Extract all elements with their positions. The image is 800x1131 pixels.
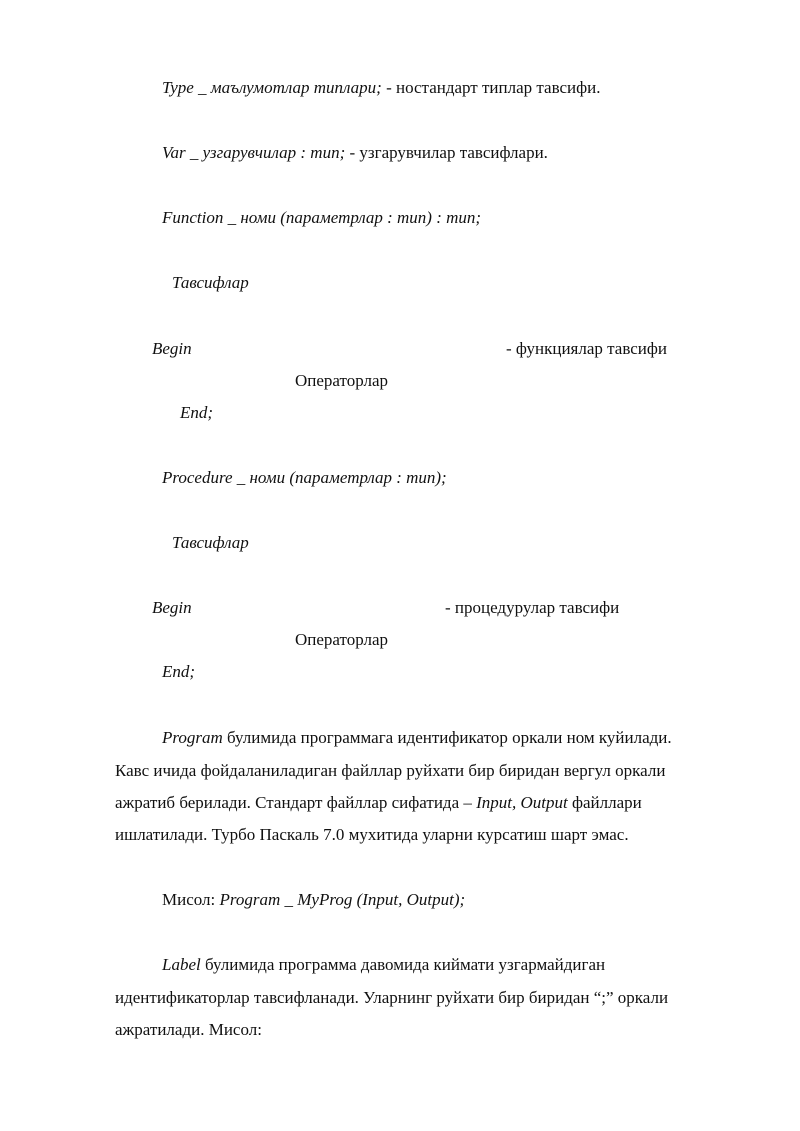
input-output-files: Input, Output <box>476 793 568 812</box>
paragraph1-line1 <box>162 727 672 749</box>
paragraph1-line4-text: ишлатилади. Турбо Паскаль 7.0 мухитида уларни курсатиш шарт эмас. <box>115 825 629 844</box>
paragraph1-line2-text: Кавс ичида фойдаланиладиган файллар руйхати бир биридан вергул оркали <box>115 761 666 780</box>
paragraph2-line1-text: булимида программа давомида киймати узгармайдиган <box>200 955 606 974</box>
procedure-tavsiflar-line <box>172 532 249 554</box>
type-declaration-line <box>162 77 601 99</box>
function-begin-line <box>152 338 192 360</box>
function-tavsiflar: Тавсифлар <box>172 273 249 292</box>
procedure-header: Procedure _ номи (параметрлар : тип); <box>162 468 447 487</box>
function-begin: Begin <box>152 339 192 358</box>
program-keyword: Program <box>162 728 223 747</box>
procedure-tavsiflar: Тавсифлар <box>172 533 249 552</box>
function-description: - функциялар тавсифи <box>506 339 668 358</box>
function-tavsiflar-line <box>172 272 249 294</box>
function-end-line <box>180 402 213 424</box>
example1-code: Program _ MyProg (Input, Output); <box>219 890 466 909</box>
paragraph2-line3-text: ажратилади. Мисол: <box>115 1020 262 1039</box>
function-description-line <box>506 338 667 360</box>
type-description: - ностандарт типлар тавсифи. <box>381 78 601 97</box>
procedure-begin: Begin <box>152 598 192 617</box>
function-operators-line <box>295 370 388 392</box>
function-end: End; <box>180 403 214 422</box>
procedure-operators: Операторлар <box>295 630 389 649</box>
paragraph1-line3 <box>115 792 642 814</box>
procedure-header-line <box>162 467 447 489</box>
paragraph2-line2 <box>115 987 668 1009</box>
paragraph1-line2 <box>115 760 665 782</box>
paragraph1-line3-start: ажратиб берилади. Стандарт файллар сифатида – <box>115 793 477 812</box>
paragraph2-line1 <box>162 954 605 976</box>
paragraph1-line4 <box>115 824 629 846</box>
function-header-line <box>162 207 481 229</box>
paragraph2-line3 <box>115 1019 262 1041</box>
paragraph1-line1-text: булимида программага идентификатор оркали ном куйилади. <box>222 728 672 747</box>
var-code: Var _ узгарувчилар : тип; <box>162 143 346 162</box>
var-declaration-line <box>162 142 548 164</box>
procedure-begin-line <box>152 597 192 619</box>
procedure-end: End; <box>162 662 196 681</box>
type-code: Type _ маълумотлар типлари; <box>162 78 382 97</box>
function-header: Function _ номи (параметрлар : тип) : тип; <box>162 208 482 227</box>
example1-label: Мисол: <box>162 890 220 909</box>
function-operators: Операторлар <box>295 371 389 390</box>
paragraph2-line2-text: идентификаторлар тавсифланади. Уларнинг руйхати бир биридан “;” оркали <box>115 988 669 1007</box>
example1-line <box>162 889 465 911</box>
label-keyword: Label <box>162 955 201 974</box>
procedure-description-line <box>445 597 619 619</box>
procedure-description: - процедурулар тавсифи <box>445 598 620 617</box>
var-description: - узгарувчилар тавсифлари. <box>345 143 548 162</box>
procedure-end-line <box>162 661 195 683</box>
paragraph1-line3-end: файллари <box>567 793 642 812</box>
procedure-operators-line <box>295 629 388 651</box>
